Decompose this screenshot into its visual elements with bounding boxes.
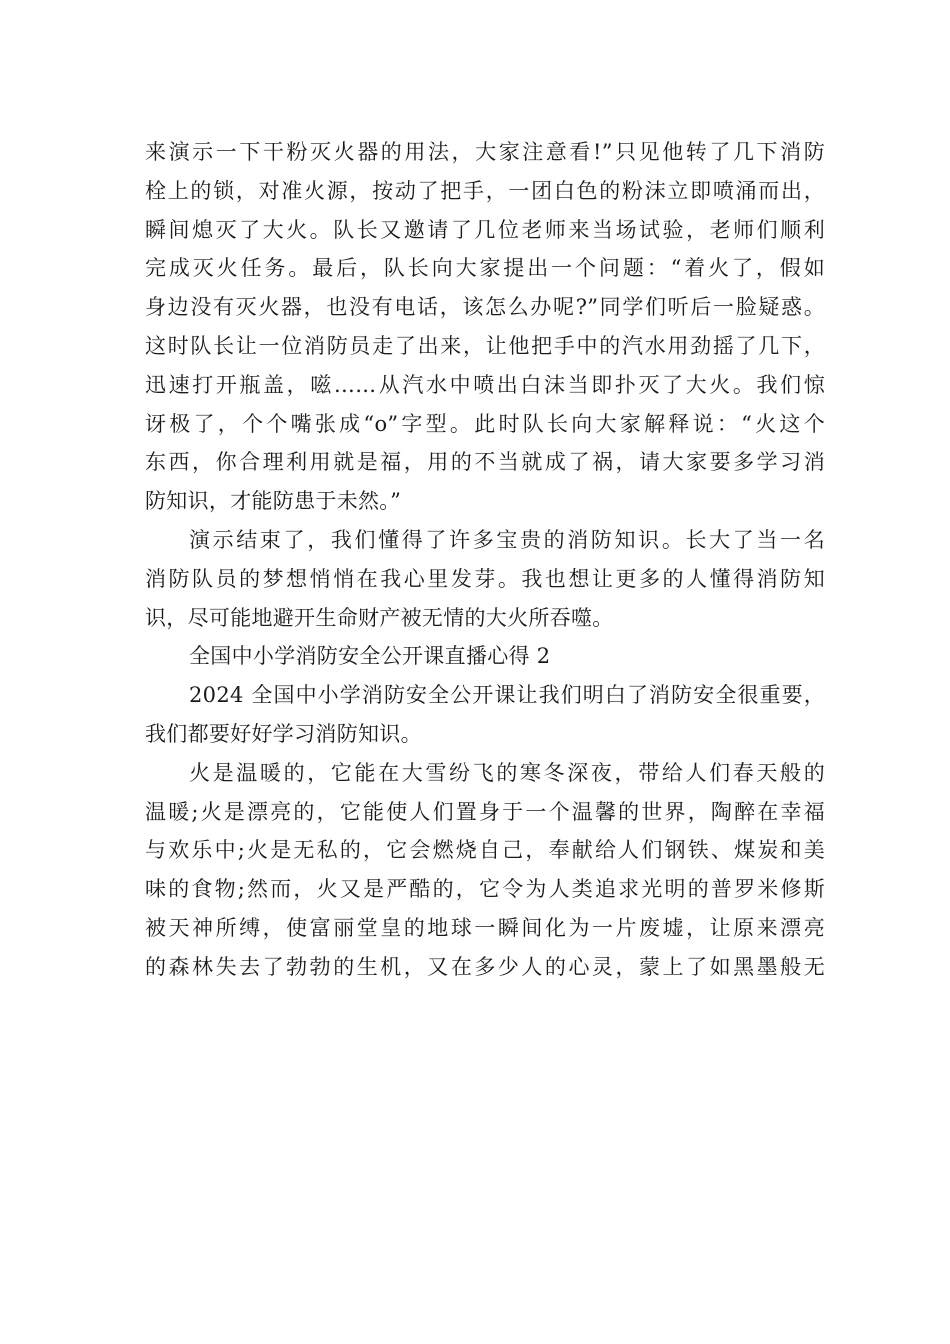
text-line: 我们都要好好学习消防知识。 — [145, 721, 422, 746]
text-line: 的森林失去了勃勃的生机，又在多少人的心灵，蒙上了如黑墨般无 — [145, 954, 825, 979]
text-line: 栓上的锁，对准火源，按动了把手，一团白色的粉沫立即喷涌而出， — [145, 178, 825, 203]
text-line: 消防队员的梦想悄悄在我心里发芽。我也想让更多的人懂得消防知 — [145, 566, 825, 591]
text-line: 味的食物;然而，火又是严酷的，它令为人类追求光明的普罗米修斯 — [145, 877, 825, 902]
text-line: 来演示一下干粉灭火器的用法，大家注意看!”只见他转了几下消防 — [145, 140, 825, 164]
text-line: 身边没有灭火器，也没有电话，该怎么办呢?”同学们听后一脸疑惑。 — [145, 295, 825, 320]
paragraph-first-line: 火是温暖的，它能在大雪纷飞的寒冬深夜，带给人们春天般的 — [189, 760, 825, 785]
text-line: 防知识，才能防患于未然。” — [145, 489, 402, 514]
text-line: 与欢乐中;火是无私的，它会燃烧自己，奉献给人们钢铁、煤炭和美 — [145, 838, 825, 863]
paragraph-first-line: 2024 全国中小学消防安全公开课让我们明白了消防安全很重要， — [189, 683, 825, 708]
document-body — [145, 133, 825, 987]
text-line: 识，尽可能地避开生命财产被无情的大火所吞噬。 — [145, 605, 614, 630]
text-line: 完成灭火任务。最后，队长向大家提出一个问题：“着火了，假如 — [145, 256, 825, 281]
text-line: 东西，你合理利用就是福，用的不当就成了祸，请大家要多学习消 — [145, 450, 825, 475]
text-line: 瞬间熄灭了大火。队长又邀请了几位老师来当场试验，老师们顺利 — [145, 217, 825, 242]
text-line: 温暖;火是漂亮的，它能使人们置身于一个温馨的世界，陶醉在幸福 — [145, 799, 825, 824]
text-line: 讶极了，个个嘴张成“o”字型。此时队长向大家解释说：“火这个 — [145, 411, 825, 436]
text-line: 迅速打开瓶盖，嗞……从汽水中喷出白沫当即扑灭了大火。我们惊 — [145, 372, 825, 397]
paragraph-first-line: 演示结束了，我们懂得了许多宝贵的消防知识。长大了当一名 — [189, 527, 825, 552]
section-heading: 全国中小学消防安全公开课直播心得 2 — [189, 644, 551, 669]
text-line: 被天神所缚，使富丽堂皇的地球一瞬间化为一片废墟，让原来漂亮 — [145, 915, 825, 940]
text-line: 这时队长让一位消防员走了出来，让他把手中的汽水用劲摇了几下， — [145, 333, 825, 358]
